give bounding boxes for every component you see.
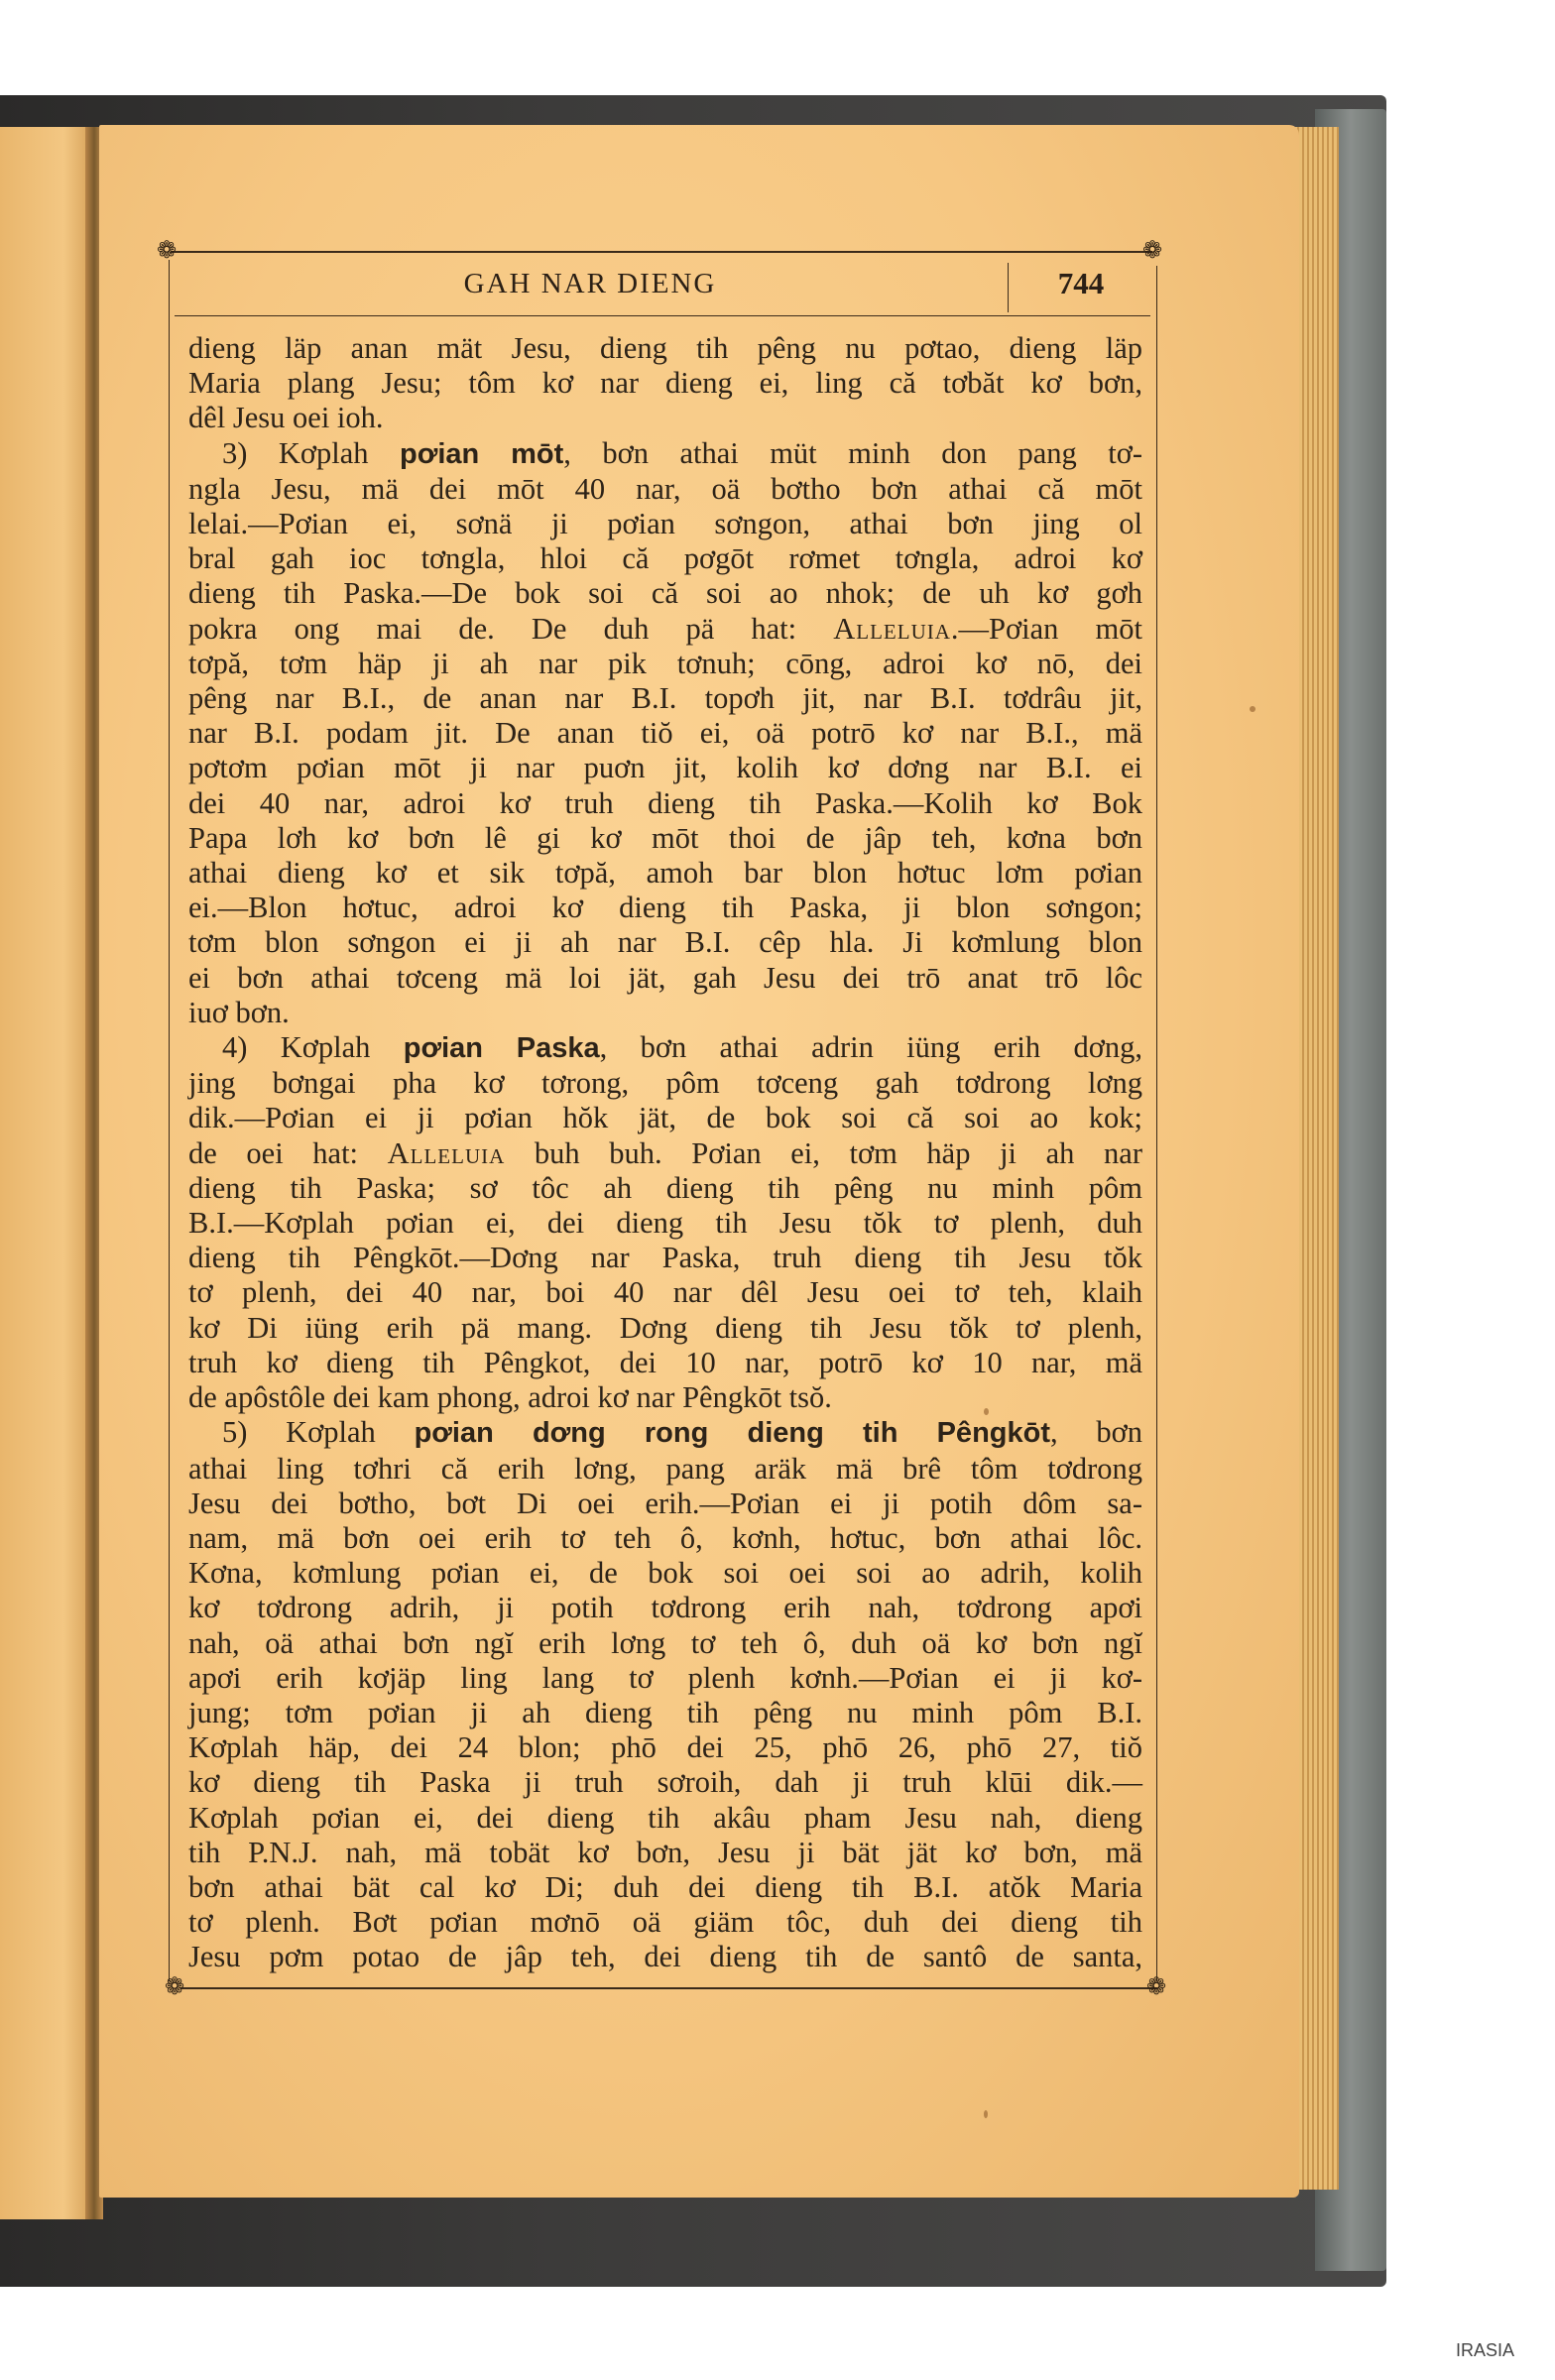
text-line: dei 40 nar, adroi kơ truh dieng tih Paska.—Kolih kơ Bok: [188, 785, 1142, 820]
text-line: jung; tơm pơian ji ah dieng tih pêng nu minh pôm B.I.: [188, 1695, 1142, 1729]
text-line: Jesu pơm potao de jâp teh, dei dieng tih de santô de santa,: [188, 1940, 1142, 1974]
text-line: kơ Di iüng erih pä mang. Dơng dieng tih Jesu tŏk tơ plenh,: [188, 1310, 1142, 1345]
bold-term: pơian mōt: [400, 437, 564, 470]
text-line: lelai.—Pơian ei, sơnä ji pơian sơngon, athai bơn jing ol: [188, 507, 1142, 541]
text-line: dieng tih Paska.—De bok soi că soi ao nhok; de uh kơ gơh: [188, 576, 1142, 611]
text-line: Maria plang Jesu; tôm kơ nar dieng ei, ling că tơbăt kơ bơn,: [188, 366, 1142, 401]
paper-spot: [1250, 706, 1256, 712]
text-line-segment: , bơn athai müt minh don pang tơ-: [563, 435, 1143, 470]
text-line: nar B.I. podam jit. De anan tiŏ ei, oä potrō kơ nar B.I., mä: [188, 716, 1142, 751]
text-line-segment: pokra ong mai de. De duh pä hat:: [188, 611, 834, 646]
text-line: tơ plenh. Bơt pơian mơnō oä giäm tôc, duh dei dieng tih: [188, 1905, 1142, 1940]
text-line: Kơplah häp, dei 24 blon; phō dei 25, phō 26, phō 27, tiŏ: [188, 1730, 1142, 1765]
text-line: dieng läp anan mät Jesu, dieng tih pêng nu pơtao, dieng läp: [188, 331, 1142, 365]
text-line-segment: , bơn: [1050, 1415, 1142, 1450]
small-caps-term: Alleluia: [833, 611, 951, 646]
ornament-top-left-icon: ❁: [157, 236, 178, 264]
text-line: ei.—Blon hơtuc, adroi kơ dieng tih Paska, ji blon sơngon;: [188, 891, 1142, 925]
text-line: ngla Jesu, mä dei mōt 40 nar, oä bơtho bơn athai că mōt: [188, 471, 1142, 506]
text-line: athai ling tơhri că erih lơng, pang aräk mä brê tôm tơdrong: [188, 1451, 1142, 1486]
text-line: nam, mä bơn oei erih tơ teh ô, kơnh, hơtuc, bơn athai lôc.: [188, 1520, 1142, 1555]
ornament-top-right-icon: ❁: [1142, 236, 1163, 264]
text-line: jing bơngai pha kơ tơrong, pôm tơceng gah tơdrong lơng: [188, 1066, 1142, 1101]
ornament-bottom-left-icon: ❁: [165, 1972, 185, 2000]
running-title: GAH NAR DIENG: [463, 268, 717, 299]
text-line: dieng tih Paska; sơ tôc ah dieng tih pêng nu minh pôm: [188, 1170, 1142, 1205]
text-line: de apôstôle dei kam phong, adroi kơ nar Pêngkōt tsŏ.: [188, 1380, 832, 1415]
text-line: nah, oä athai bơn ngĭ erih lơng tơ teh ô, duh oä kơ bơn ngĭ: [188, 1625, 1142, 1660]
text-line: kơ dieng tih Paska ji truh sơroih, dah ji truh klūi dik.—: [188, 1765, 1142, 1800]
text-line: dik.—Pơian ei ji pơian hŏk jät, de bok soi că soi ao kok;: [188, 1101, 1142, 1135]
text-line: [188, 1136, 1142, 1171]
text-line: apơi erih kơjäp ling lang tơ plenh kơnh.—Pơian ei ji kơ-: [188, 1660, 1142, 1695]
text-line: pêng nar B.I., de anan nar B.I. topơh jit, nar B.I. tơdrâu jit,: [188, 681, 1142, 716]
text-line: [188, 436, 1142, 472]
text-line: [188, 1030, 1142, 1066]
text-line: iuơ bơn.: [188, 995, 290, 1029]
text-line: [188, 1415, 1142, 1451]
text-line: bơn athai bät cal kơ Di; duh dei dieng tih B.I. atŏk Maria: [188, 1869, 1142, 1904]
text-line: kơ tơdrong adrih, ji potih tơdrong erih nah, tơdrong apơi: [188, 1591, 1142, 1625]
header-divider: [1008, 263, 1009, 312]
text-line-segment: 4) Kơplah: [222, 1030, 404, 1065]
text-line-segment: de oei hat:: [188, 1135, 388, 1170]
text-line: Papa lơh kơ bơn lê gi kơ mōt thoi de jâp teh, kơna bơn: [188, 820, 1142, 855]
left-page-edge: [0, 127, 91, 2219]
text-line: truh kơ dieng tih Pêngkot, dei 10 nar, potrō kơ 10 nar, mä: [188, 1345, 1142, 1379]
text-line-segment: 5) Kơplah: [222, 1415, 415, 1450]
watermark: IRASIA: [1456, 2340, 1515, 2360]
text-line: athai dieng kơ et sik tơpă, amoh bar blon hơtuc lơm pơian: [188, 856, 1142, 891]
text-line-segment: , bơn athai adrin iüng erih dơng,: [599, 1030, 1142, 1065]
text-line-segment: buh buh. Pơian ei, tơm häp ji ah nar: [505, 1135, 1142, 1170]
small-caps-term: Alleluia: [387, 1135, 506, 1170]
text-line: ei bơn athai tơceng mä loi jät, gah Jesu dei trō anat trō lôc: [188, 960, 1142, 995]
text-line: tơpă, tơm häp ji ah nar pik tơnuh; cōng, adroi kơ nō, dei: [188, 646, 1142, 680]
text-line-segment: .—Pơian mōt: [950, 611, 1142, 646]
text-line: tih P.N.J. nah, mä tobät kơ bơn, Jesu ji bät jät kơ bơn, mä: [188, 1835, 1142, 1869]
frame-bottom-rule: [180, 1987, 1157, 1989]
text-line: tơm blon sơngon ei ji ah nar B.I. cêp hla. Ji kơmlung blon: [188, 925, 1142, 960]
ornament-bottom-right-icon: ❁: [1146, 1972, 1167, 2000]
frame-right-rule: [1156, 266, 1157, 1981]
paper-spot: [984, 2110, 988, 2118]
text-line: bral gah ioc tơngla, hloi că pơgōt rơmet tơngla, adroi kơ: [188, 541, 1142, 576]
text-line: dêl Jesu oei ioh.: [188, 401, 384, 435]
text-line: Kơplah pơian ei, dei dieng tih akâu pham Jesu nah, dieng: [188, 1800, 1142, 1835]
bold-term: pơian Paska: [403, 1032, 600, 1065]
frame-top-rule: [171, 251, 1152, 253]
bold-term: pơian dơng rong dieng tih Pêngkōt: [414, 1417, 1050, 1450]
text-line-segment: 3) Kơplah: [222, 435, 400, 470]
text-line: pơtơm pơian mōt ji nar puơn jit, kolih kơ dơng nar B.I. ei: [188, 751, 1142, 785]
text-line: Jesu dei bơtho, bơt Di oei erih.—Pơian ei ji potih dôm sa-: [188, 1486, 1142, 1520]
page-number: 744: [1057, 266, 1105, 300]
text-line: B.I.—Kơplah pơian ei, dei dieng tih Jesu tŏk tơ plenh, duh: [188, 1206, 1142, 1241]
frame-left-rule: [169, 260, 170, 1981]
header-rule: [175, 315, 1150, 316]
text-line: [188, 612, 1142, 647]
text-line: dieng tih Pêngkōt.—Dơng nar Paska, truh dieng tih Jesu tŏk: [188, 1241, 1142, 1275]
text-line: Kơna, kơmlung pơian ei, de bok soi oei soi ao adrih, kolih: [188, 1556, 1142, 1591]
page-body-text: [188, 331, 1142, 1975]
text-line: tơ plenh, dei 40 nar, boi 40 nar dêl Jesu oei tơ teh, klaih: [188, 1275, 1142, 1310]
